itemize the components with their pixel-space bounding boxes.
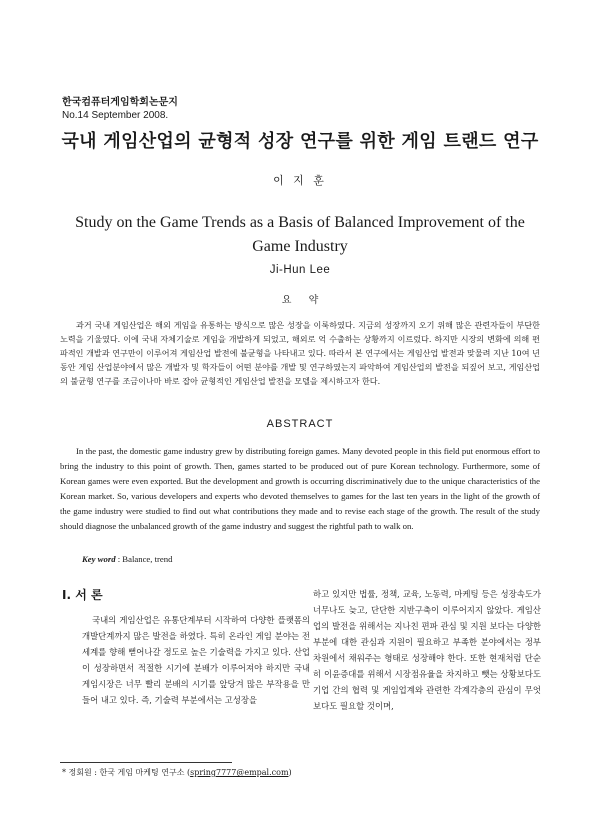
keywords-value: : Balance, trend [115, 554, 173, 564]
keywords-label: Key word [82, 554, 116, 564]
section-heading-introduction: Ⅰ. 서 론 [62, 588, 103, 602]
keywords [82, 554, 172, 564]
abstract-english-heading: ABSTRACT [266, 418, 334, 430]
abstract-korean-heading: 요 약 [281, 295, 319, 306]
abstract-english-text: In the past, the domestic game industry grew by distributing foreign games. Many devoted people in this field put enormous effort to bring the industry to this point of growth. Then, games started to be produced out of pure Korean technology. Furthermore, some of Korean games were even exported. But the development and growth is occurring discriminatively due to the unique characteristics of the Korean market. So, various developers and experts who devoted themselves to games for the last ten years in the light of the growth of the game industry were studied to find out what contributions they made and to revise each stage of the growth. The result of the study should diagnose the unbalanced growth of the game industry and suggest the rightful path to walk on. [60, 446, 540, 532]
footnote-close: ) [288, 768, 292, 777]
paper-title-english: Study on the Game Trends as a Basis of Balanced Improvement of the Game Industry [75, 214, 525, 255]
journal-name: 한국컴퓨터게임학회논문지 [62, 97, 178, 108]
introduction-left-column: 국내의 게임산업은 유통단계부터 시작하여 다양한 플랫폼의 개발단계까지 많은 발전을 하였다. 특히 온라인 게임 분야는 전 세계를 향해 뻗어나갈 정도로 높은 기술력을 가지고 있다. 산업이 성장하면서 적절한 시기에 분배가 이루어져야 하지만 국내 게임시장은 너무 빨리 분배의 시기를 앞당겨 많은 부작용을 만들어 내고 있다. 즉, 기술력 부분에서는 고성장을 [82, 615, 310, 705]
paper-title-korean: 국내 게임산업의 균형적 성장 연구를 위한 게임 트랜드 연구 [61, 131, 539, 152]
abstract-korean-text: 과거 국내 게임산업은 해외 게임을 유통하는 방식으로 많은 성장을 이룩하였다. 지금의 성장까지 오기 위해 많은 관련자들이 부단한 노력을 기울였다. 이에 국내 자체기술로 게임을 개발하게 되었고, 해외로 억 수출하는 상황까지 이르렀다. 하지만 시장의 변화에 의해 편파적인 개발과 연구만이 이루어져 게임산업 발전에 불균형을 나타내고 있다. 따라서 본 연구에서는 게임산업 발전과 맞물려 지난 10여 년 동안 게임 산업분야에서 많은 개발자 및 학자들이 어떤 분야를 개발 및 연구하였는지 파악하여 게임산업의 발전을 되짚어 보고, 게임산업의 불균형 연구를 조금이나마 바로 잡아 균형적인 게임산업 발전을 모델을 제시하고자 한다. [60, 320, 540, 387]
author-korean: 이 지 훈 [273, 174, 327, 187]
introduction-right-column: 하고 있지만 법률, 정책, 교육, 노동력, 마케팅 등은 성장속도가 너무나도 늦고, 단단한 지반구축이 이루어지지 않았다. 게임산업의 발전을 위해서는 지나친 편파 관심 및 지원 보다는 다양한 부분에 대한 관심과 지원이 필요하고 부족한 분야에서는 정부차원에서 채워주는 형태로 성장해야 한다. 또한 현재처럼 단순히 이윤증대를 위해서 시장점유율을 차지하고 뺏는 상황보다도 기업 간의 협력 및 게임업계와 관련한 각계각층의 관심이 무엇보다도 필요할 것이며, [313, 589, 541, 711]
footnote-email-link[interactable]: spring7777@empal.com [190, 768, 289, 777]
author-english: Ji-Hun Lee [269, 264, 331, 276]
journal-issue: No.14 September 2008. [62, 110, 169, 121]
journal-header [62, 97, 178, 122]
footnote-rule [60, 762, 232, 763]
footnote-text: * 정회원 : 한국 게임 마케팅 연구소 ( [62, 768, 191, 777]
footnote [62, 767, 292, 778]
